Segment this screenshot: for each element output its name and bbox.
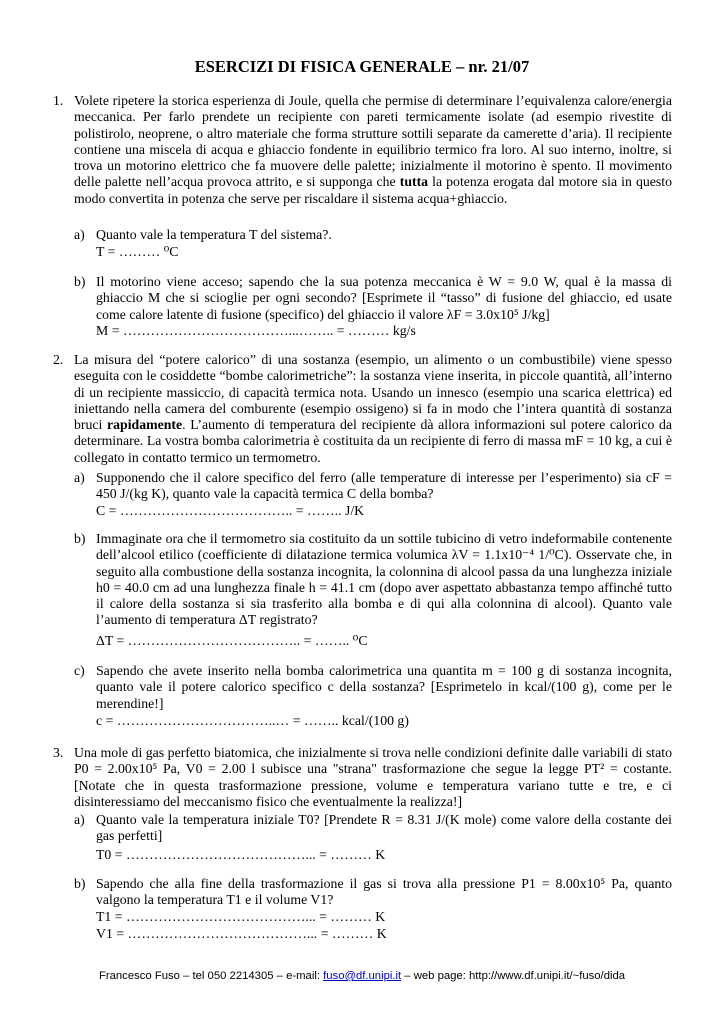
exercise-2c-question: Sapendo che avete inserito nella bomba calorimetrica una quantita m = 100 g di sostanza incognita, quanto vale il potere calorico specifico c della sostanza? [Esprimetelo in kcal/(100 g), come per le merendine!] <box>96 663 672 711</box>
exercise-3b-label: b) <box>74 876 86 891</box>
exercise-2-text <box>74 352 672 466</box>
exercise-1-text <box>74 93 672 207</box>
exercise-3a-label: a) <box>74 812 85 827</box>
exercise-1-text-a: Volete ripetere la storica esperienza di Joule, quella che permise di determinare l’equivalenza calore/energia meccanica. Per farlo prendete un recipiente con pareti termicamente isolate (ad esempio rivestite di polistirolo, neoprene, o altro materiale che forma strutture sottili separate da camerette d’aria). Il recipiente contiene una miscela di acqua e ghiaccio fondente in equilibrio termico fra loro. Al suo interno, inoltre, si trova un motorino elettrico che fa muovere delle palette; inizialmente il motorino è spento. Il movimento delle palette nell’acqua provoca attrito, e si supponga che <box>74 93 672 190</box>
exercise-2a-label: a) <box>74 470 85 485</box>
page-title: ESERCIZI DI FISICA GENERALE – nr. 21/07 <box>194 57 530 76</box>
exercise-1b-answer: M = ………………………………...…….. = ……… kg/s <box>96 323 416 338</box>
exercise-1b-question: Il motorino viene acceso; sapendo che la sua potenza meccanica è W = 9.0 W, qual è la massa di ghiaccio M che si scioglie per ogni secondo? [Esprimete il “tasso” di fusione del ghiaccio, ed usate come calore latente di fusione (specifico) del ghiaccio il valore λF = 3.0x10⁵ J/kg] <box>96 274 672 322</box>
exercise-1-text-b: la potenza erogata dal motore sia in questo modo convertita in potenza che serve per riscaldare il sistema acqua+ghiaccio. <box>74 174 672 206</box>
exercise-1-bold: tutta <box>399 174 429 190</box>
exercise-3b-question: Sapendo che alla fine della trasformazione il gas si trova alla pressione P1 = 8.00x10⁵ Pa, quanto valgono la temperatura T1 e il volume V1? <box>96 876 672 908</box>
exercise-1-number: 1. <box>53 93 64 108</box>
exercise-3a-question: Quanto vale la temperatura iniziale T0? [Prendete R = 8.31 J/(K mole) come valore della costante dei gas perfetti] <box>96 812 672 844</box>
exercise-1a-question: Quanto vale la temperatura T del sistema?. <box>96 227 332 242</box>
exercise-3b-answer-v1: V1 = …………………………………... = ……… K <box>96 926 387 941</box>
exercise-2b-label: b) <box>74 531 86 546</box>
exercise-3-number: 3. <box>53 745 64 760</box>
exercise-2c-answer: c = ……………………………..… = …….. kcal/(100 g) <box>96 713 409 728</box>
exercise-1a-label: a) <box>74 227 85 242</box>
footer-email-link[interactable]: fuso@df.unipi.it <box>323 970 402 982</box>
exercise-3a-answer: T0 = …………………………………... = ……… K <box>96 847 386 862</box>
exercise-2c-label: c) <box>74 663 85 678</box>
exercise-1b-label: b) <box>74 274 86 289</box>
exercise-2-text-b: . L’aumento di temperatura del recipiente dà allora informazioni sul potere calorico da determinare. La vostra bomba calorimetria è costituita da un recipiente di ferro di massa mF = 10 kg, a cui è collegato in contatto termico un termometro. <box>74 417 672 465</box>
exercise-3-text: Una mole di gas perfetto biatomica, che inizialmente si trova nelle condizioni definite dalle variabili di stato P0 = 2.00x10⁵ Pa, V0 = 2.00 l subisce una "strana" trasformazione che segue la legge PT² = costante. [Notate che in questa trasformazione pressione, volume e temperatura variano tutte e tre, e ci disinteressiamo del meccanismo fisico che eventualmente la realizza!] <box>74 745 672 809</box>
exercise-2-text-a: La misura del “potere calorico” di una sostanza (esempio, un alimento o un combustibile) viene spesso eseguita con le cosiddette “bombe calorimetriche”: la sostanza viene inserita, in piccole quantità, all’interno di un recipiente massiccio, di capacità termica nota. Usando un innesco (esempio una scarica elettrica) ed iniettando nella camera del comburente (esempio ossigeno) si fa in modo che l’intera quantità di sostanza bruci <box>74 352 672 433</box>
exercise-1a-answer: T = ……… ⁰C <box>96 244 179 259</box>
exercise-2b-answer: ΔT = ……………………………….. = …….. ⁰C <box>96 633 368 648</box>
exercise-2-number: 2. <box>53 352 64 367</box>
exercise-2a-answer: C = ……………………………….. = …….. J/K <box>96 503 365 518</box>
footer-contact: Francesco Fuso – tel 050 2214305 – e-mail: <box>98 970 324 982</box>
exercise-2b-question: Immaginate ora che il termometro sia costituito da un sottile tubicino di vetro indeformabile contenente dell’alcool etilico (coefficiente di dilatazione termica volumica λV = 1.1x10⁻⁴ 1/⁰C). Osservate che, in seguito alla combustione della sostanza incognita, la colonnina di alcool passa da una lunghezza iniziale h0 = 40.0 cm ad una lunghezza finale h = 41.1 cm (dopo aver aspettato abbastanza tempo affinché tutto il calore della sostanza si sia trasferito alla bomba e di qui alla colonnina di alcool). Quanto vale l’aumento di temperatura ΔT registrato? <box>96 531 672 628</box>
exercise-3b-answer-t1: T1 = …………………………………... = ……… K <box>96 909 386 924</box>
footer-webpage: – web page: http://www.df.unipi.it/~fuso/dida <box>401 970 626 982</box>
exercise-2a-question: Supponendo che il calore specifico del ferro (alle temperature di interesse per l’esperimento) sia cF = 450 J/(kg K), quanto vale la capacità termica C della bomba? <box>96 470 672 502</box>
exercise-2-bold: rapidamente <box>107 417 183 433</box>
page-footer <box>0 970 724 982</box>
